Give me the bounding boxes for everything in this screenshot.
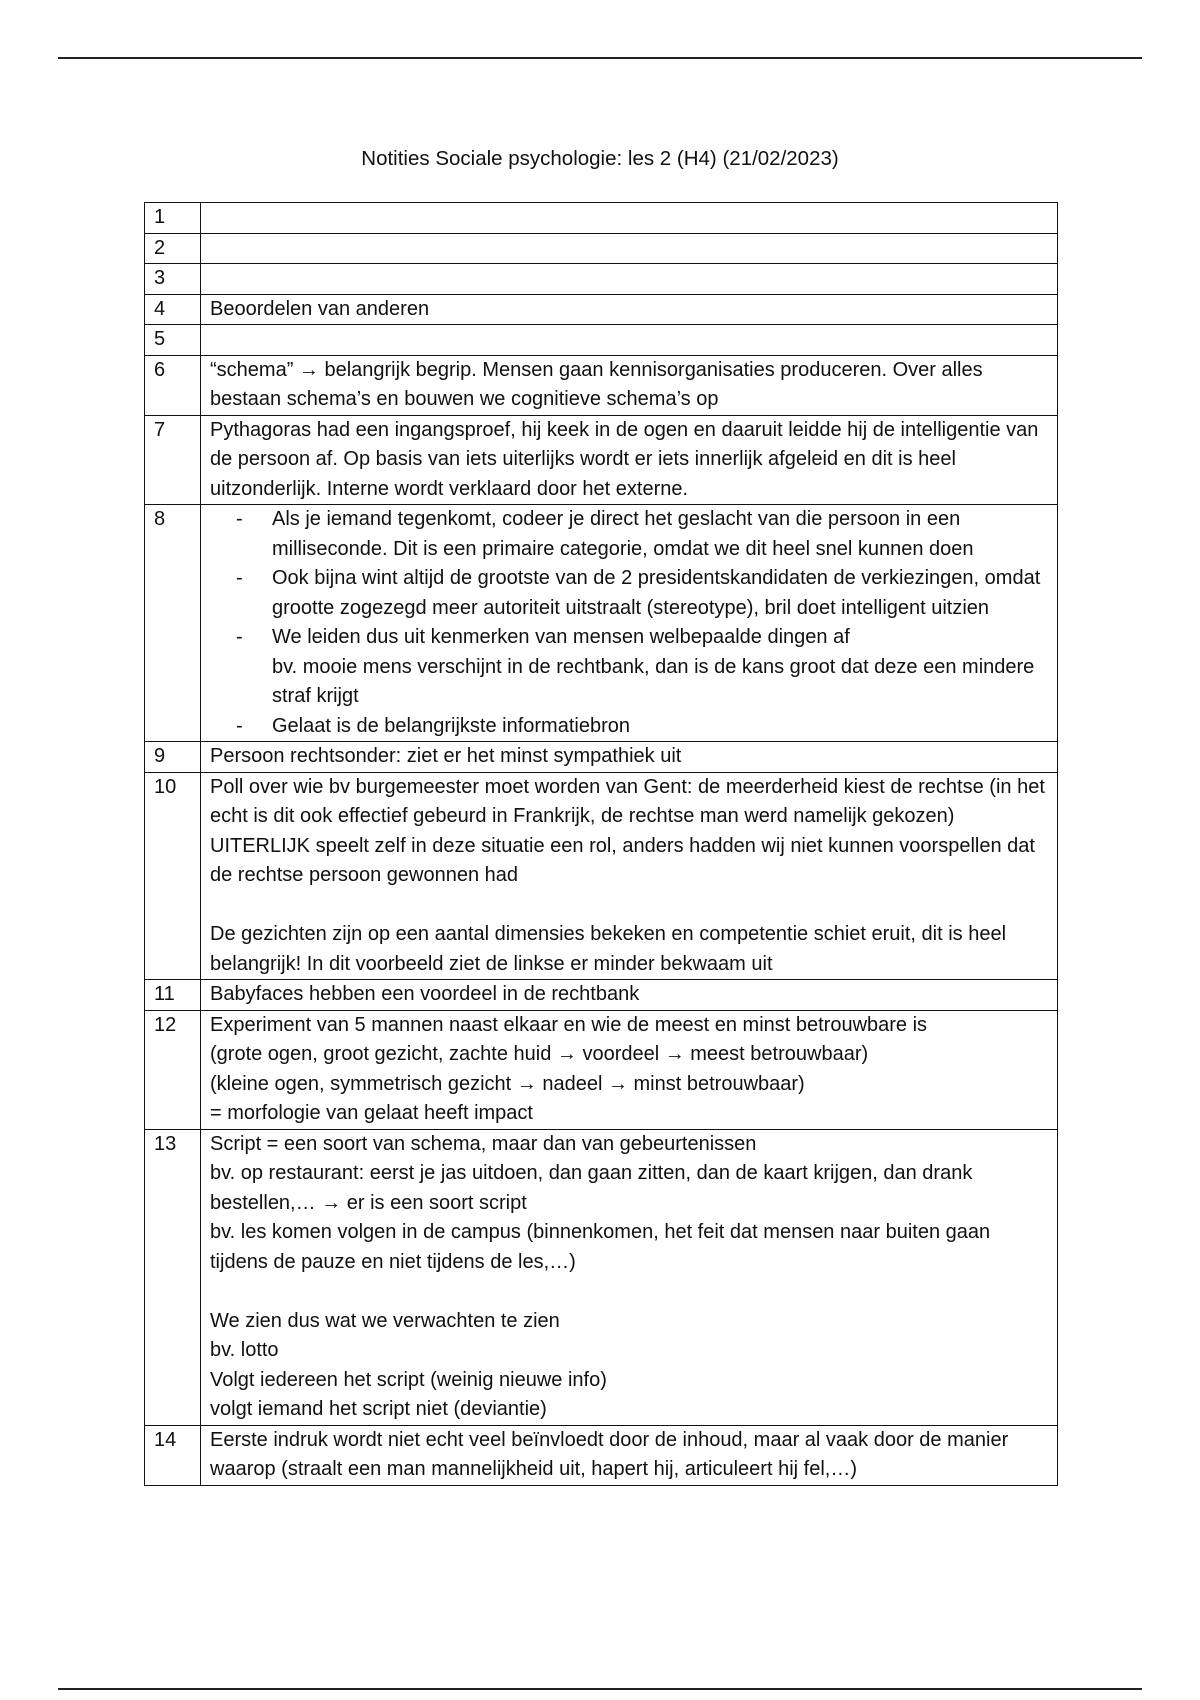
bullet-list xyxy=(210,505,1049,741)
row-text xyxy=(201,203,1058,234)
row-text: Pythagoras had een ingangsproef, hij keek in de ogen en daaruit leidde hij de intelligentie van de persoon af. Op basis van iets uiterlijks wordt er iets innerlijk afgeleid en dit is heel uitzonderlijk. Interne wordt verklaard door het externe. xyxy=(201,415,1058,505)
row-text: Experiment van 5 mannen naast elkaar en wie de meest en minst betrouwbare is (grote ogen, groot gezicht, zachte huid → voordeel → meest betrouwbaar) (kleine ogen, symmetrisch gezicht → nadeel → minst betrouwbaar) = morfologie van gelaat heeft impact xyxy=(201,1010,1058,1129)
row-number: 12 xyxy=(145,1010,201,1129)
row-content xyxy=(201,772,1058,980)
row-text: Eerste indruk wordt niet echt veel beïnvloedt door de inhoud, maar al vaak door de manier waarop (straalt een man mannelijkheid uit, hapert hij, articuleert hij fel,…) xyxy=(201,1425,1058,1485)
table-row xyxy=(145,1425,1058,1485)
row-content xyxy=(201,1129,1058,1425)
table-row xyxy=(145,1129,1058,1425)
header-rule xyxy=(58,57,1142,59)
row-number: 8 xyxy=(145,505,201,742)
blank-line xyxy=(210,1277,1049,1307)
table-row xyxy=(145,980,1058,1011)
table-row xyxy=(145,1010,1058,1129)
row-number: 13 xyxy=(145,1129,201,1425)
row-number: 14 xyxy=(145,1425,201,1485)
table-row xyxy=(145,264,1058,295)
notes-table xyxy=(144,202,1058,1486)
paragraph: Script = een soort van schema, maar dan van gebeurtenissen bv. op restaurant: eerst je jas uitdoen, dan gaan zitten, dan de kaart krijgen, dan drank bestellen,… → er is een soort script bv. les komen volgen in de campus (binnenkomen, het feit dat mensen naar buiten gaan tijdens de pauze en niet tijdens de les,…) xyxy=(210,1132,991,1273)
list-item: - Gelaat is de belangrijkste informatiebron xyxy=(272,712,1049,742)
table-row xyxy=(145,355,1058,415)
table-row xyxy=(145,325,1058,356)
table-row xyxy=(145,742,1058,773)
row-number: 6 xyxy=(145,355,201,415)
row-number: 3 xyxy=(145,264,201,295)
table-row xyxy=(145,294,1058,325)
list-item: - We leiden dus uit kenmerken van mensen welbepaalde dingen af bv. mooie mens verschijnt in de rechtbank, dan is de kans groot dat deze een mindere straf krijgt xyxy=(272,623,1049,712)
row-text xyxy=(201,233,1058,264)
row-number: 2 xyxy=(145,233,201,264)
row-number: 4 xyxy=(145,294,201,325)
list-item: - Als je iemand tegenkomt, codeer je direct het geslacht van die persoon in een milliseconde. Dit is een primaire categorie, omdat we dit heel snel kunnen doen xyxy=(272,505,1049,564)
row-text: Beoordelen van anderen xyxy=(201,294,1058,325)
list-item: - Ook bijna wint altijd de grootste van de 2 presidentskandidaten de verkiezingen, omdat grootte zogezegd meer autoriteit uitstraalt (stereotype), bril doet intelligent uitzien xyxy=(272,564,1049,623)
page-title: Notities Sociale psychologie: les 2 (H4) (21/02/2023) xyxy=(361,147,839,170)
footer-rule xyxy=(58,1688,1142,1690)
row-number: 7 xyxy=(145,415,201,505)
row-number: 11 xyxy=(145,980,201,1011)
table-row xyxy=(145,203,1058,234)
row-text xyxy=(201,264,1058,295)
table-row xyxy=(145,233,1058,264)
paragraph: De gezichten zijn op een aantal dimensies bekeken en competentie schiet eruit, dit is heel belangrijk! In dit voorbeeld ziet de linkse er minder bekwaam uit xyxy=(210,923,1007,975)
row-text: Persoon rechtsonder: ziet er het minst sympathiek uit xyxy=(201,742,1058,773)
row-number: 10 xyxy=(145,772,201,980)
table-row xyxy=(145,415,1058,505)
row-text xyxy=(201,325,1058,356)
row-content xyxy=(201,505,1058,742)
row-number: 9 xyxy=(145,742,201,773)
row-text: Babyfaces hebben een voordeel in de rechtbank xyxy=(201,980,1058,1011)
table-row xyxy=(145,772,1058,980)
paragraph: Poll over wie bv burgemeester moet worden van Gent: de meerderheid kiest de rechtse (in het echt is dit ook effectief gebeurd in Frankrijk, de rechtse man werd namelijk gekozen) UITERLIJK speelt zelf in deze situatie een rol, anders hadden wij niet kunnen voorspellen dat de rechtse persoon gewonnen had xyxy=(210,775,1045,886)
row-number: 5 xyxy=(145,325,201,356)
paragraph: We zien dus wat we verwachten te zien bv. lotto Volgt iedereen het script (weinig nieuwe info) volgt iemand het script niet (deviantie) xyxy=(210,1309,607,1420)
blank-line xyxy=(210,891,1049,921)
row-number: 1 xyxy=(145,203,201,234)
row-text: “schema” → belangrijk begrip. Mensen gaan kennisorganisaties produceren. Over alles bestaan schema’s en bouwen we cognitieve schema’s op xyxy=(201,355,1058,415)
table-row xyxy=(145,505,1058,742)
